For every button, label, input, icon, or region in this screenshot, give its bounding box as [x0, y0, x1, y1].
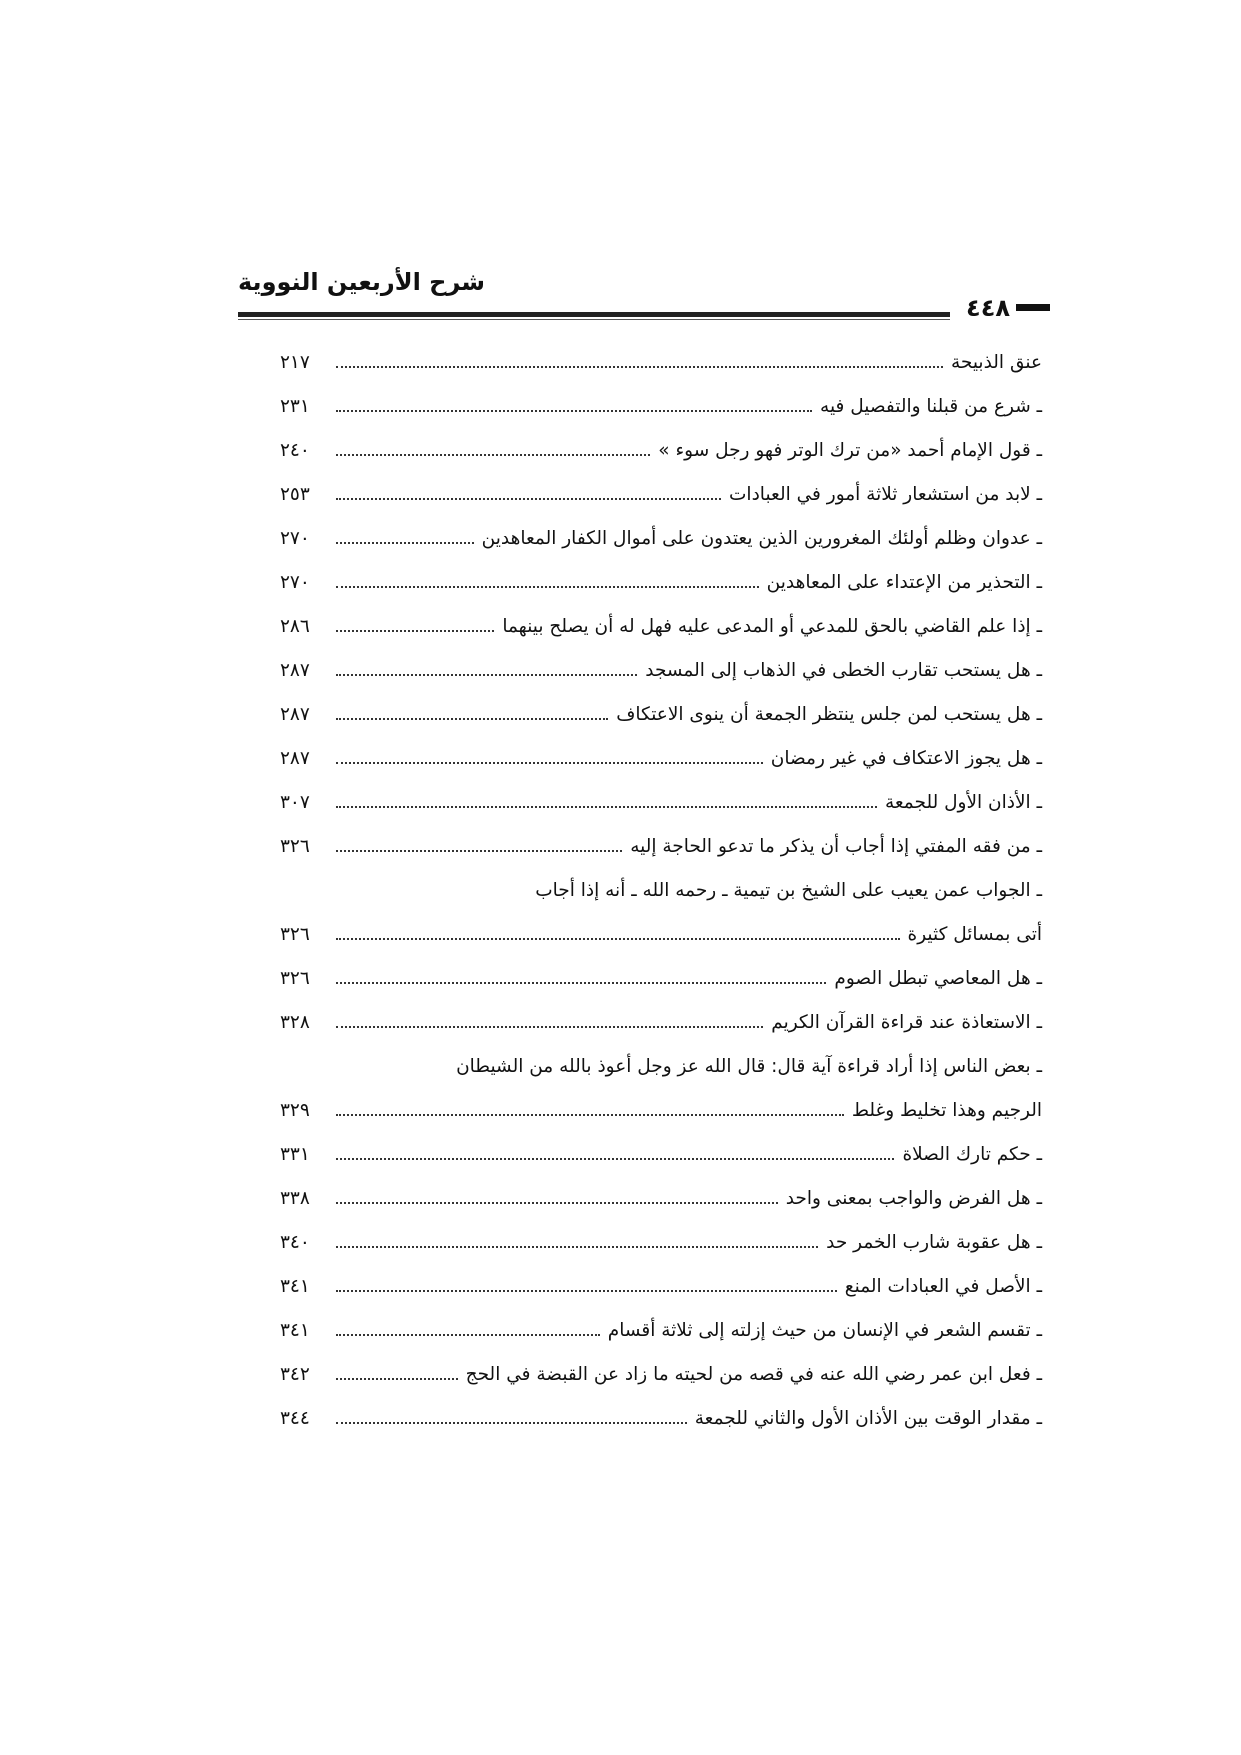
header-rule [238, 312, 950, 317]
toc-dot-leader [336, 674, 637, 676]
toc-entry-title: أتى بمسائل كثيرة [907, 923, 1042, 945]
toc-entry-page: ٢٥٣ [280, 483, 310, 505]
toc-entry-page: ٣٣١ [280, 1143, 310, 1165]
toc-entry-title: ـ شرع من قبلنا والتفصيل فيه [820, 395, 1042, 417]
toc-entry-page: ٢٣١ [280, 395, 310, 417]
toc-entry-title: ـ بعض الناس إذا أراد قراءة آية قال: قال الله عز وجل أعوذ بالله من الشيطان [456, 1055, 1042, 1077]
toc-entry-title: ـ هل يستحب تقارب الخطى في الذهاب إلى المسجد [645, 659, 1042, 681]
toc-entry-title: ـ قول الإمام أحمد «من ترك الوتر فهو رجل سوء » [658, 439, 1042, 461]
toc-entry-title: ـ مقدار الوقت بين الأذان الأول والثاني للجمعة [694, 1407, 1042, 1429]
toc-dot-leader [336, 1158, 894, 1160]
toc-dot-leader [336, 1202, 778, 1204]
toc-dot-leader [336, 366, 943, 368]
toc-entry-title: ـ هل يجوز الاعتكاف في غير رمضان [770, 747, 1042, 769]
header-rule-thin [238, 319, 950, 320]
toc-entry-title: ـ من فقه المفتي إذا أجاب أن يذكر ما تدعو الحاجة إليه [630, 835, 1042, 857]
toc-entry [280, 428, 1042, 472]
toc-entry [280, 516, 1042, 560]
toc-entry [280, 1176, 1042, 1220]
toc-entry-title: ـ تقسم الشعر في الإنسان من حيث إزلته إلى ثلاثة أقسام [607, 1319, 1042, 1341]
toc-entry [280, 648, 1042, 692]
toc-entry-page: ٣٣٨ [280, 1187, 310, 1209]
toc-entry-page: ٢٨٧ [280, 659, 310, 681]
toc-entry-page: ٣٤٠ [280, 1231, 310, 1253]
toc-entry-page: ٢٧٠ [280, 527, 310, 549]
toc-dot-leader [336, 1246, 818, 1248]
toc-entry [280, 384, 1042, 428]
toc-dot-leader [336, 982, 826, 984]
toc-entry-page: ٣٢٦ [280, 967, 310, 989]
toc-dot-leader [336, 1378, 458, 1380]
toc-entry-title: ـ لابد من استشعار ثلاثة أمور في العبادات [729, 483, 1042, 505]
page-number-bar [1016, 304, 1050, 311]
toc-entry [280, 604, 1042, 648]
toc-dot-leader [336, 586, 759, 588]
toc-dot-leader [336, 1422, 687, 1424]
toc-entry-page: ٢٨٧ [280, 703, 310, 725]
book-title: شرح الأربعين النووية [238, 268, 485, 296]
toc-entry [280, 780, 1042, 824]
toc-entry [280, 824, 1042, 868]
toc-entry [280, 736, 1042, 780]
toc-entry-page: ٣٤٤ [280, 1407, 310, 1429]
toc-entry [280, 560, 1042, 604]
toc-entry [280, 868, 1042, 912]
toc-entry [280, 1308, 1042, 1352]
toc-entry-page: ٢٤٠ [280, 439, 310, 461]
toc-entry [280, 1044, 1042, 1088]
toc-entry [280, 340, 1042, 384]
toc-entry-title: ـ الأذان الأول للجمعة [884, 791, 1042, 813]
toc-entry-title: ـ إذا علم القاضي بالحق للمدعي أو المدعى عليه فهل له أن يصلح بينهما [502, 615, 1042, 637]
toc-entry-title: ـ الأصل في العبادات المنع [844, 1275, 1042, 1297]
toc-entry-title: ـ الجواب عمن يعيب على الشيخ بن تيمية ـ رحمه الله ـ أنه إذا أجاب [535, 879, 1042, 901]
page-number: ٤٤٨ [966, 294, 1010, 322]
toc-entry-title: ـ هل الفرض والواجب بمعنى واحد [785, 1187, 1042, 1209]
toc-entry-title: ـ عدوان وظلم أولئك المغرورين الذين يعتدون على أموال الكفار المعاهدين [481, 527, 1042, 549]
toc-dot-leader [336, 938, 900, 940]
running-head [238, 268, 1050, 322]
toc-dot-leader [336, 410, 812, 412]
toc-entry-title: ـ هل المعاصي تبطل الصوم [834, 967, 1042, 989]
toc-entry-title: ـ هل يستحب لمن جلس ينتظر الجمعة أن ينوى الاعتكاف [616, 703, 1042, 725]
toc-entry [280, 1132, 1042, 1176]
toc-dot-leader [336, 806, 877, 808]
toc-entry-page: ٢٨٦ [280, 615, 310, 637]
toc-dot-leader [336, 542, 474, 544]
table-of-contents [280, 340, 1042, 1440]
toc-entry-page: ٣٤٢ [280, 1363, 310, 1385]
toc-entry [280, 1352, 1042, 1396]
toc-dot-leader [336, 1114, 844, 1116]
toc-dot-leader [336, 498, 721, 500]
toc-dot-leader [336, 1290, 837, 1292]
toc-dot-leader [336, 454, 650, 456]
toc-entry-title: ـ هل عقوبة شارب الخمر حد [826, 1231, 1042, 1253]
toc-dot-leader [336, 718, 608, 720]
toc-entry-page: ٢١٧ [280, 351, 310, 373]
toc-dot-leader [336, 850, 622, 852]
toc-entry-title: ـ فعل ابن عمر رضي الله عنه في قصه من لحيته ما زاد عن القبضة في الحج [465, 1363, 1042, 1385]
toc-entry-title: ـ حكم تارك الصلاة [902, 1143, 1042, 1165]
toc-entry [280, 1264, 1042, 1308]
toc-entry-page: ٣٢٨ [280, 1011, 310, 1033]
toc-entry [280, 1396, 1042, 1440]
toc-entry-page: ٣٤١ [280, 1275, 310, 1297]
toc-entry-page: ٣٢٩ [280, 1099, 310, 1121]
toc-entry [280, 472, 1042, 516]
toc-dot-leader [336, 630, 494, 632]
toc-entry [280, 912, 1042, 956]
toc-entry-page: ٣٢٦ [280, 835, 310, 857]
toc-entry-page: ٣٢٦ [280, 923, 310, 945]
toc-entry-title: عنق الذبيحة [950, 351, 1042, 373]
toc-dot-leader [336, 1026, 763, 1028]
toc-entry [280, 956, 1042, 1000]
toc-entry [280, 1220, 1042, 1264]
toc-entry-page: ٢٧٠ [280, 571, 310, 593]
toc-entry-title: ـ الاستعاذة عند قراءة القرآن الكريم [771, 1011, 1042, 1033]
toc-dot-leader [336, 762, 763, 764]
toc-entry-title: الرجيم وهذا تخليط وغلط [851, 1099, 1042, 1121]
toc-entry [280, 1088, 1042, 1132]
toc-entry-title: ـ التحذير من الإعتداء على المعاهدين [766, 571, 1042, 593]
toc-entry-page: ٢٨٧ [280, 747, 310, 769]
toc-entry-page: ٣٠٧ [280, 791, 310, 813]
toc-entry [280, 1000, 1042, 1044]
toc-entry-page: ٣٤١ [280, 1319, 310, 1341]
toc-dot-leader [336, 1334, 600, 1336]
toc-entry [280, 692, 1042, 736]
